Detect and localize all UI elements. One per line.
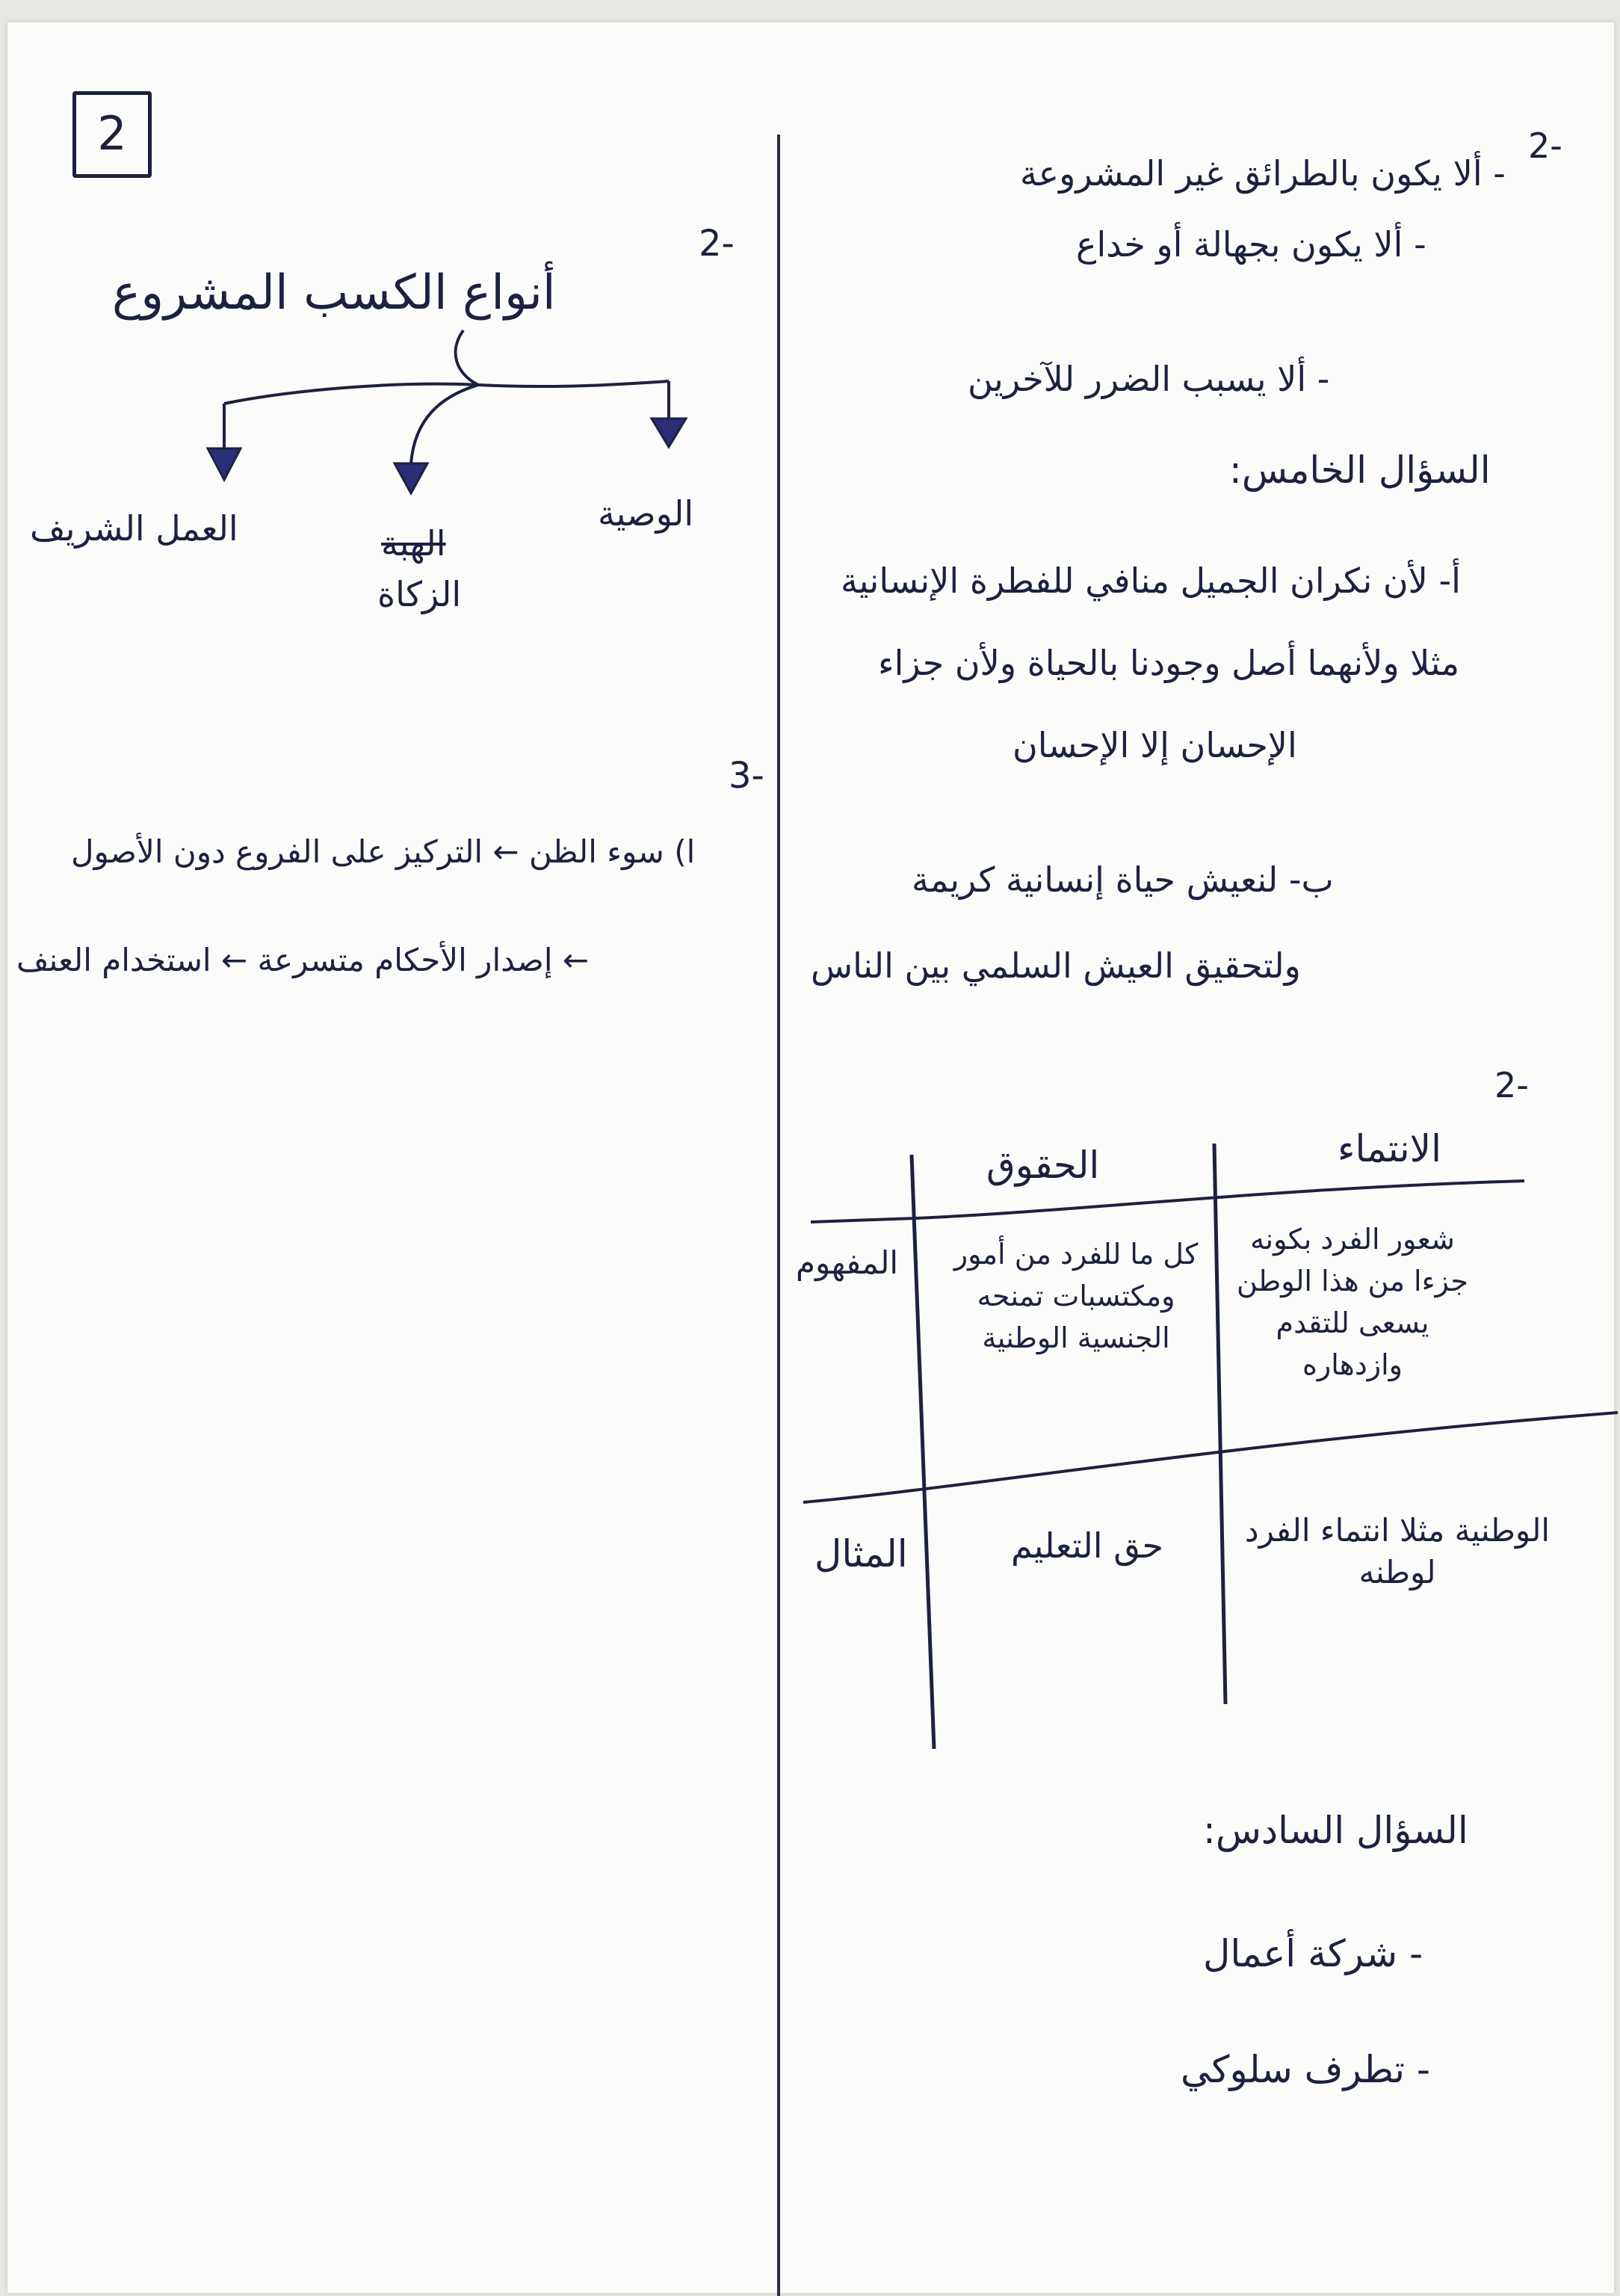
table-row-label-concept: المفهوم (796, 1244, 899, 1281)
table-header-rule-left (811, 1218, 915, 1222)
q5-b-line2: ولتحقيق العيش السلمي بين الناس (811, 945, 1301, 986)
branch-zakat: الزكاة (377, 574, 462, 614)
right-bullet-3: - ألا يسبب الضرر للآخرين (968, 359, 1330, 399)
left-q3-line1: ا) سوء الظن ← التركيز على الفروع دون الأصول (71, 833, 696, 870)
q5-b-line1: ب- لنعيش حياة إنسانية كريمة (912, 860, 1334, 900)
q6-item-1: - شركة أعمال (1203, 1932, 1423, 1975)
q5-a-line2: مثلا ولأنهما أصل وجودنا بالحياة ولأن جزاء (878, 643, 1460, 683)
page-number: 2 (97, 106, 127, 161)
q5-a-line3: الإحسان إلا الإحسان (1012, 725, 1297, 765)
q5-part2-number: 2- (1494, 1065, 1529, 1105)
left-q3-line2: ← إصدار الأحكام متسرعة ← استخدام العنف (16, 942, 590, 978)
right-bullet-2: - ألا يكون بجهالة أو خداع (1076, 224, 1426, 265)
q6-item-2: - تطرف سلوكي (1181, 2048, 1430, 2091)
branch-gift-crossed: الهبة (381, 523, 446, 564)
table-header-rights: الحقوق (986, 1144, 1100, 1187)
table-line-left (912, 1155, 934, 1749)
cell-rights-example: حق التعليم (1010, 1525, 1163, 1566)
branch-bequest: الوصية (598, 493, 694, 534)
cell-belonging-example: الوطنية مثلا انتماء الفرد لوطنه (1244, 1512, 1551, 1590)
right-top-number: 2- (1528, 126, 1562, 166)
left-q2-title: أنواع الكسب المشروع (112, 265, 556, 321)
q5-a-line1: أ- لأن نكران الجميل منافي للفطرة الإنسانية (841, 561, 1461, 601)
right-bullet-1: - ألا يكون بالطرائق غير المشروعة (1020, 153, 1506, 194)
left-q2-number: 2- (699, 223, 735, 265)
left-q3-number: 3- (729, 755, 764, 797)
cell-rights-concept: كل ما للفرد من أمور ومكتسبات تمنحه الجنسية الوطنية (953, 1238, 1199, 1354)
table-row-rule (803, 1413, 1618, 1502)
branch-honest-work: العمل الشريف (30, 508, 238, 549)
q6-heading: السؤال السادس: (1203, 1809, 1468, 1852)
cell-belonging-concept: شعور الفرد بكونه جزءا من هذا الوطن يسعى للتقدم وازدهاره (1237, 1223, 1468, 1381)
q5-heading: السؤال الخامس: (1229, 448, 1491, 492)
table-line-right (1214, 1144, 1225, 1704)
table-row-label-example: المثال (814, 1532, 908, 1576)
table-header-belonging: الانتماء (1338, 1127, 1442, 1170)
